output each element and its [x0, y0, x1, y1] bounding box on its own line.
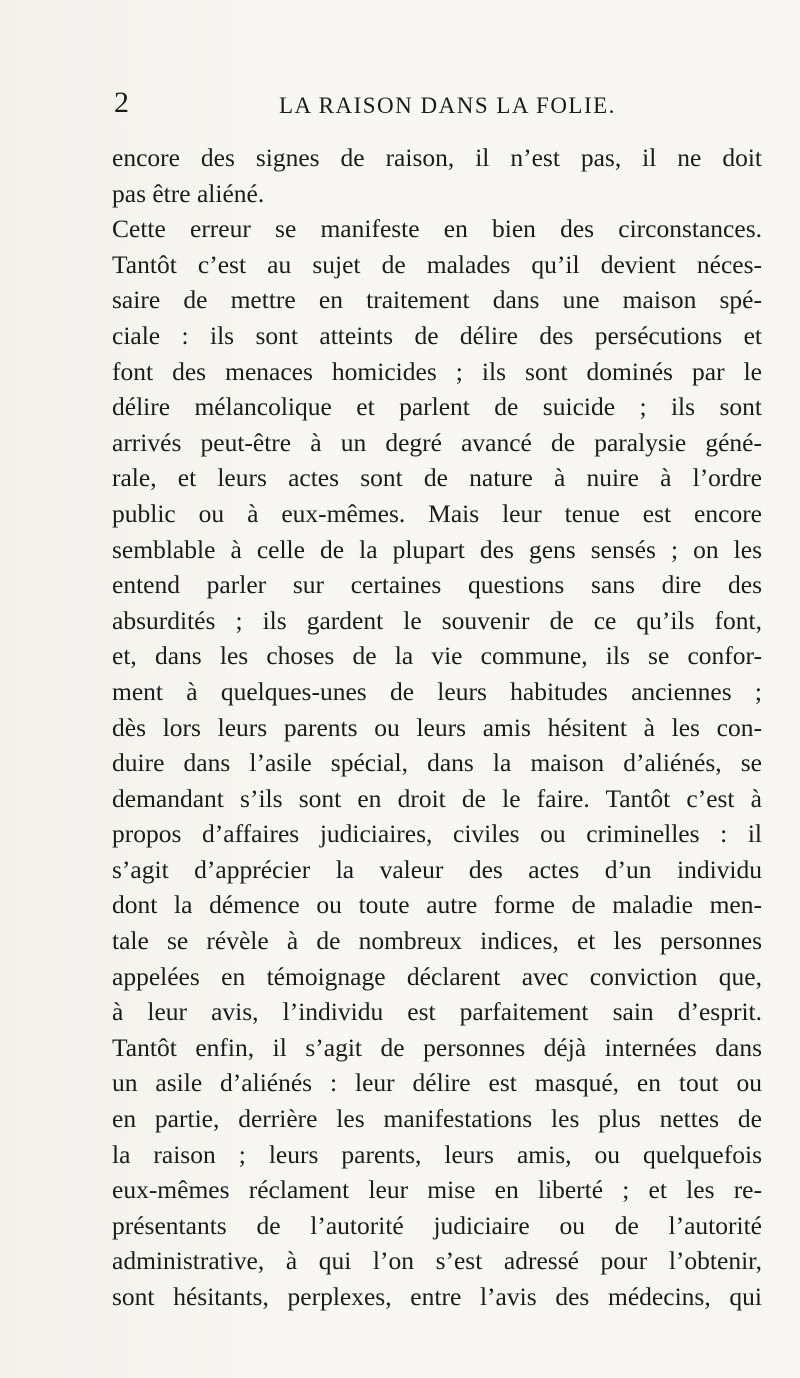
text-line: en partie, derrière les manifestations les plus nettes de [112, 1104, 762, 1134]
text-line: ciale : ils sont atteints de délire des persécutions et [112, 320, 762, 350]
running-title: LA RAISON DANS LA FOLIE. [279, 93, 616, 118]
text-line: et, dans les choses de la vie commune, ils se confor- [112, 641, 762, 671]
text-line: duire dans l’asile spécial, dans la maison d’aliénés, se [112, 748, 762, 778]
text-line: présentants de l’autorité judiciaire ou de l’autorité [112, 1210, 762, 1240]
text-line: rale, et leurs actes sont de nature à nuire à l’ordre [112, 463, 762, 493]
text-line: un asile d’aliénés : leur délire est masqué, en tout ou [112, 1068, 762, 1098]
text-line: tale se révèle à de nombreux indices, et les personnes [112, 926, 762, 956]
text-line: absurdités ; ils gardent le souvenir de ce qu’ils font, [112, 605, 762, 635]
text-line: Tantôt c’est au sujet de malades qu’il devient néces- [112, 249, 762, 279]
text-line: Cette erreur se manifeste en bien des circonstances. [112, 214, 762, 244]
text-line: administrative, à qui l’on s’est adressé pour l’obtenir, [112, 1246, 762, 1276]
text-line: demandant s’ils sont en droit de le faire. Tantôt c’est à [112, 783, 762, 813]
text-line: Tantôt enfin, il s’agit de personnes déjà internées dans [112, 1032, 762, 1062]
text-line: ment à quelques-unes de leurs habitudes anciennes ; [112, 676, 762, 706]
text-line: semblable à celle de la plupart des gens sensés ; on les [112, 534, 762, 564]
text-line: sont hésitants, perplexes, entre l’avis des médecins, qui [112, 1282, 762, 1311]
text-line: saire de mettre en traitement dans une maison spé- [112, 285, 762, 315]
text-line: s’agit d’apprécier la valeur des actes d’un individu [112, 854, 762, 884]
body-text [112, 140, 762, 1315]
text-line: entend parler sur certaines questions sans dire des [112, 570, 762, 600]
text-line: font des menaces homicides ; ils sont dominés par le [112, 356, 762, 386]
text-line: public ou à eux-mêmes. Mais leur tenue est encore [112, 498, 762, 528]
text-line: dès lors leurs parents ou leurs amis hésitent à les con- [112, 712, 762, 742]
text-line: appelées en témoignage déclarent avec conviction que, [112, 961, 762, 991]
page-number: 2 [114, 86, 130, 119]
text-line: la raison ; leurs parents, leurs amis, ou quelquefois [112, 1139, 762, 1169]
text-line: propos d’affaires judiciaires, civiles ou criminelles : il [112, 819, 762, 849]
text-line: à leur avis, l’individu est parfaitement sain d’esprit. [112, 997, 762, 1027]
text-line: pas être aliéné. [112, 178, 265, 208]
text-line: arrivés peut-être à un degré avancé de paralysie géné- [112, 427, 762, 457]
text-line: dont la démence ou toute autre forme de maladie men- [112, 890, 762, 920]
running-head [114, 88, 754, 122]
text-line: encore des signes de raison, il n’est pas, il ne doit [112, 143, 762, 172]
text-line: eux-mêmes réclament leur mise en liberté ; et les re- [112, 1175, 762, 1205]
text-line: délire mélancolique et parlent de suicide ; ils sont [112, 392, 762, 422]
